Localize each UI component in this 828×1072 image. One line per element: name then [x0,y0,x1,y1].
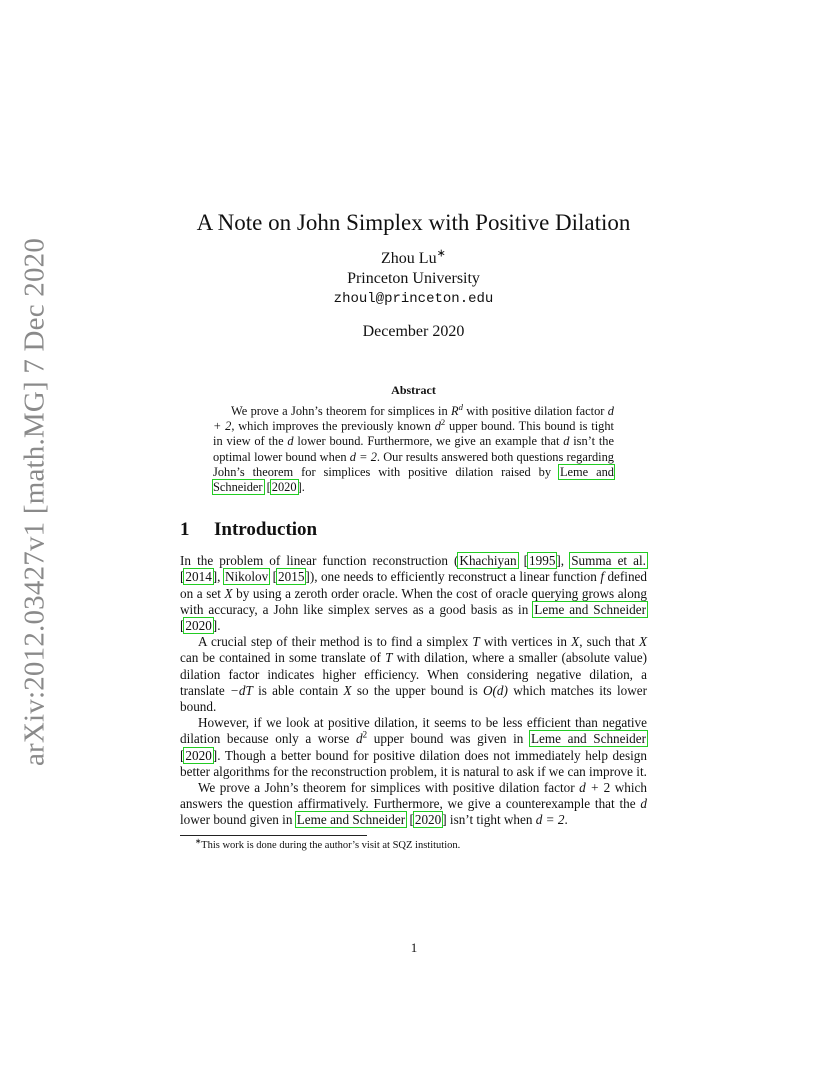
section-number: 1 [180,519,190,541]
intro-paragraph-2: A crucial step of their method is to find a simplex T with vertices in X, such that X can be contained in some translate of T with dilation, where a smaller (absolute value) dilation factor indicates higher efficiency. When considering negative dilation, a translate −dT is able contain X so the upper bound is O(d) which matches its lower bound. [180,634,647,715]
intro-paragraph-3: However, if we look at positive dilation, it seems to be less efficient than negative dilation because only a worse $d^2$ upper bound was given in Leme and Schneider [2020]. Though a better bound for positive dilation does not immediately help design better algorithms for the reconstruction problem, it is natural to ask if we can improve it. [180,715,647,779]
introduction-body [180,553,647,828]
citation-link-khachiyan[interactable]: Khachiyan [459,553,517,569]
arxiv-identifier: arXiv:2012.03427v1 [math.MG] 7 Dec 2020 [18,237,51,767]
footnote-rule [180,835,367,836]
paper-date: December 2020 [362,323,465,340]
paper-page [180,210,647,851]
abstract-text: We prove a John’s theorem for simplices in $R^d$ with positive dilation factor d + 2, which improves the previously known $d^2$ upper bound. This bound is tight in view of the d lower bound. Furthermore, we give an example that d isn’t the optimal lower bound when d = 2. Our results answered both questions regarding John’s theorem for simplices with positive dilation raised by Leme and Schneider [2020]. [213,401,615,495]
citation-year-link[interactable]: 2020 [271,480,297,495]
citation-year-link[interactable]: 2020 [185,747,212,763]
intro-paragraph-4: We prove a John’s theorem for simplices with positive dilation factor d + 2 which answers the question affirmatively. Furthermore, we give a counterexample that the d lower bound given in Leme and Schneider [2020] isn’t tight when d = 2. [180,780,647,828]
paper-title: A Note on John Simplex with Positive Dilation [196,210,631,235]
citation-link-summa[interactable]: Summa et al. [571,553,646,569]
arxiv-stamp [10,237,60,767]
author-affiliation: Princeton University [347,270,480,287]
citation-link-nikolov[interactable]: Nikolov [224,569,269,585]
citation-link-leme-schneider[interactable]: Leme and Schneider [296,812,406,828]
author-name: Zhou Lu∗ [381,247,446,267]
abstract-heading: Abstract [391,383,436,397]
citation-year-link[interactable]: 2014 [185,569,212,585]
citation-year-link[interactable]: 2015 [278,569,305,585]
footnote-marker: ∗ [436,247,446,260]
footnote: ∗This work is done during the author’s visit at SQZ institution. [195,836,461,851]
author-block [180,249,647,309]
citation-year-link[interactable]: 2020 [414,812,442,828]
citation-link-leme-schneider[interactable]: Leme and Schneider [530,731,646,747]
author-email[interactable]: zhoul@princeton.edu [333,291,494,307]
citation-year-link[interactable]: 2020 [185,618,212,634]
page-number: 1 [410,940,418,955]
intro-paragraph-1: In the problem of linear function reconstruction (Khachiyan [1995], Summa et al. [2014], Nikolov [2015]), one needs to efficiently reconstruct a linear function f defined on a set X by using a zeroth order oracle. When the cost of oracle querying grows along with accuracy, a John like simplex serves as a good basis as in Leme and Schneider [2020]. [180,553,647,634]
citation-link-leme-schneider[interactable]: Leme and Schneider [213,464,614,495]
citation-link-leme-schneider[interactable]: Leme and Schneider [534,601,646,617]
section-heading-introduction [180,519,647,541]
citation-year-link[interactable]: 1995 [529,553,556,569]
section-title: Introduction [214,519,318,541]
